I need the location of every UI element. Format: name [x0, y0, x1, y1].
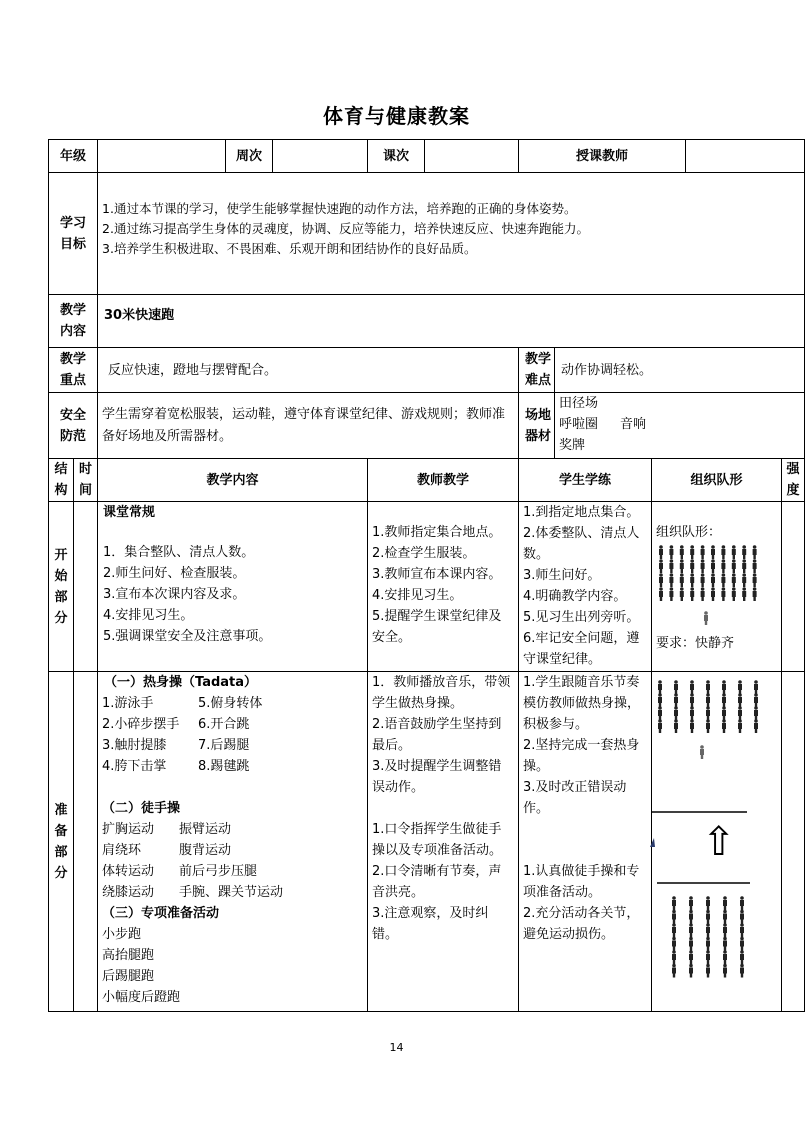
student-item: 3.及时改正错误动作。	[523, 780, 627, 816]
student-figure-icon	[672, 910, 676, 924]
student-item: 6.牢记安全问题，遵守课堂纪律。	[523, 631, 640, 667]
student-figure-icon	[753, 573, 757, 587]
student-figure-icon	[723, 910, 727, 924]
student-figure-icon	[672, 950, 676, 964]
venue-label: 场地器材	[519, 393, 555, 459]
student-figure-icon	[732, 587, 736, 601]
key-points-value: 反应快速，蹬地与摆臂配合。	[98, 348, 519, 393]
lesson-value	[425, 140, 519, 173]
student-figure-icon	[706, 706, 710, 720]
student-figure-icon	[742, 573, 746, 587]
warmup-row: 1.游泳手 5.俯身转体	[102, 696, 263, 711]
student-figure-icon	[706, 896, 710, 910]
student-figure-icon	[723, 923, 727, 937]
student-figure-icon	[690, 587, 694, 601]
student-figure-icon	[674, 706, 678, 720]
objective-item: 1.通过本节课的学习，使学生能够掌握快速跑的动作方法，培养跑的正确的身体姿势。	[102, 200, 577, 216]
student-figure-icon	[723, 937, 727, 951]
student-figure-icon	[742, 559, 746, 573]
student-figure-icon	[721, 545, 725, 559]
student-figure-icon	[680, 559, 684, 573]
student-figure-icon	[706, 680, 710, 694]
freehand-row: 扩胸运动 振臂运动	[102, 822, 232, 837]
venue-item: 田径场	[559, 396, 599, 411]
teacher-item: 5.提醒学生课堂纪律及安全。	[372, 609, 502, 645]
safety-label: 安全防范	[49, 393, 98, 459]
student-figure-icon	[672, 923, 676, 937]
student-figure-icon	[711, 573, 715, 587]
page-number: 14	[389, 1041, 404, 1054]
student-figure-icon	[690, 719, 694, 733]
student-figure-icon	[754, 706, 758, 720]
student-figure-icon	[740, 896, 744, 910]
student-figure-icon	[690, 545, 694, 559]
start-formation	[652, 502, 782, 672]
prep-student	[519, 672, 652, 1012]
student-figure-icon	[723, 964, 727, 978]
student-figure-icon	[672, 964, 676, 978]
col-content: 教学内容	[98, 459, 368, 502]
student-figure-icon	[680, 587, 684, 601]
student-item: 2.坚持完成一套热身操。	[523, 738, 640, 774]
student-figure-icon	[738, 680, 742, 694]
venue-value	[555, 393, 805, 459]
student-figure-icon	[706, 719, 710, 733]
prep-time	[74, 672, 98, 1012]
special-item: 小步跑	[102, 927, 142, 942]
student-figure-icon	[723, 896, 727, 910]
student-figure-icon	[701, 559, 705, 573]
student-figure-icon	[659, 573, 663, 587]
teacher-item: 2.口令清晰有节奏，声音洪亮。	[372, 864, 502, 900]
teacher-item: 3.注意观察，及时纠错。	[372, 906, 489, 942]
teacher-item: 3.及时提醒学生调整错误动作。	[372, 759, 502, 795]
start-formation-diagram	[656, 543, 776, 633]
student-figure-icon	[689, 923, 693, 937]
col-formation: 组织队形	[652, 459, 782, 502]
student-item: 4.明确教学内容。	[523, 589, 627, 604]
prep-formation	[652, 672, 782, 1012]
student-figure-icon	[732, 559, 736, 573]
student-item: 2.充分活动各关节，避免运动损伤。	[523, 906, 640, 942]
teacher-item: 2.语音鼓励学生坚持到最后。	[372, 717, 502, 753]
student-figure-icon	[753, 559, 757, 573]
content-value: 30米快速跑	[98, 295, 805, 348]
start-time	[74, 502, 98, 672]
student-figure-icon	[706, 923, 710, 937]
start-teacher	[368, 502, 519, 672]
col-intensity: 强度	[782, 459, 805, 502]
student-figure-icon	[658, 693, 662, 707]
formation-requirement: 要求：快静齐	[656, 636, 735, 651]
student-figure-icon	[689, 950, 693, 964]
teacher-figure-icon	[704, 611, 708, 625]
arrow-up-icon: ⇧	[702, 819, 736, 865]
student-item: 2.体委整队、清点人数。	[523, 526, 640, 562]
freehand-row: 体转运动 前后弓步压腿	[102, 864, 258, 879]
student-figure-icon	[723, 950, 727, 964]
grade-label: 年级	[49, 140, 98, 173]
routine-title: 课堂常规	[103, 505, 156, 520]
student-figure-icon	[669, 573, 673, 587]
week-label: 周次	[226, 140, 273, 173]
student-figure-icon	[674, 719, 678, 733]
student-figure-icon	[732, 545, 736, 559]
student-figure-icon	[674, 693, 678, 707]
venue-item: 奖牌	[559, 438, 586, 453]
teacher-value	[686, 140, 805, 173]
col-structure: 结构	[49, 459, 74, 502]
content-label: 教学内容	[49, 295, 98, 348]
student-figure-icon	[721, 559, 725, 573]
header-row	[49, 140, 805, 173]
objective-item: 3.培养学生积极进取、不畏困难、乐观开朗和团结协作的良好品质。	[102, 240, 477, 256]
student-figure-icon	[722, 706, 726, 720]
student-figure-icon	[659, 559, 663, 573]
student-figure-icon	[706, 693, 710, 707]
special-item: 小幅度后蹬跑	[102, 990, 181, 1005]
student-figure-icon	[701, 587, 705, 601]
teacher-item: 4.安排见习生。	[372, 588, 463, 603]
student-figure-icon	[711, 587, 715, 601]
warmup-row: 4.胯下击掌 8.踢毽跳	[102, 759, 250, 774]
student-figure-icon	[701, 573, 705, 587]
student-figure-icon	[689, 896, 693, 910]
start-section-row	[49, 502, 805, 672]
student-figure-icon	[711, 545, 715, 559]
start-student	[519, 502, 652, 672]
col-time: 时间	[74, 459, 98, 502]
student-figure-icon	[753, 587, 757, 601]
student-figure-icon	[722, 680, 726, 694]
lesson-label: 课次	[368, 140, 425, 173]
content-item: 4.安排见习生。	[103, 608, 194, 623]
freehand-row: 绕膝运动 手腕、踝关节运动	[102, 885, 284, 900]
objective-item: 2.通过练习提高学生身体的灵魂度，协调、反应等能力，培养快速反应、快速奔跑能力。	[102, 220, 589, 236]
student-figure-icon	[732, 573, 736, 587]
student-figure-icon	[754, 680, 758, 694]
key-points-row	[49, 348, 805, 393]
safety-value: 学生需穿着宽松服装，运动鞋，遵守体育课堂纪律、游戏规则；教师准备好场地及所需器材。	[98, 393, 519, 459]
student-figure-icon	[674, 680, 678, 694]
student-figure-icon	[742, 545, 746, 559]
grade-value	[98, 140, 226, 173]
student-figure-icon	[690, 559, 694, 573]
student-figure-icon	[738, 719, 742, 733]
objectives-content	[98, 173, 805, 295]
student-figure-icon	[740, 964, 744, 978]
student-figure-icon	[721, 587, 725, 601]
content-item: 3.宣布本次课内容及求。	[103, 587, 246, 602]
student-figure-icon	[706, 910, 710, 924]
student-figure-icon	[658, 706, 662, 720]
content-item: 1．集合整队、清点人数。	[103, 545, 255, 560]
student-figure-icon	[711, 559, 715, 573]
teacher-item: 1．教师播放音乐，带领学生做热身操。	[372, 675, 511, 711]
prep-content	[98, 672, 368, 1012]
freehand-title: （二）徒手操	[102, 801, 181, 816]
student-figure-icon	[689, 964, 693, 978]
student-figure-icon	[738, 706, 742, 720]
formation-label: 组织队形：	[656, 525, 722, 540]
student-figure-icon	[721, 573, 725, 587]
student-figure-icon	[672, 937, 676, 951]
teacher-item: 3.教师宣布本课内容。	[372, 567, 502, 582]
special-title: （三）专项准备活动	[102, 906, 220, 921]
warmup-row: 2.小碎步摆手 6.开合跳	[102, 717, 250, 732]
safety-row	[49, 393, 805, 459]
key-points-label: 教学重点	[49, 348, 98, 393]
student-figure-icon	[722, 719, 726, 733]
page-title: 体育与健康教案	[323, 104, 470, 128]
student-figure-icon	[690, 680, 694, 694]
student-figure-icon	[754, 693, 758, 707]
objectives-row	[49, 173, 805, 295]
warmup-title: （一）热身操（Tadata）	[104, 675, 258, 690]
student-figure-icon	[659, 587, 663, 601]
venue-item: 呼啦圈	[559, 417, 599, 432]
teacher-figure-icon	[700, 745, 704, 759]
col-teacher: 教师教学	[368, 459, 519, 502]
special-item: 后踢腿跑	[102, 969, 155, 984]
student-figure-icon	[740, 937, 744, 951]
student-figure-icon	[740, 910, 744, 924]
prep-section-row	[49, 672, 805, 1012]
student-figure-icon	[680, 545, 684, 559]
student-item: 1.认真做徒手操和专项准备活动。	[523, 864, 640, 900]
col-student: 学生学练	[519, 459, 652, 502]
student-figure-icon	[669, 545, 673, 559]
student-figure-icon	[672, 896, 676, 910]
start-intensity	[782, 502, 805, 672]
student-figure-icon	[669, 587, 673, 601]
student-figure-icon	[689, 910, 693, 924]
student-figure-icon	[658, 680, 662, 694]
lesson-plan-table	[48, 139, 805, 1012]
teacher-marker-icon	[650, 838, 655, 847]
student-item: 3.师生问好。	[523, 568, 601, 583]
student-figure-icon	[706, 950, 710, 964]
student-figure-icon	[753, 545, 757, 559]
venue-item: 音响	[620, 417, 647, 432]
student-figure-icon	[706, 964, 710, 978]
warmup-row: 3.触肘提膝 7.后踢腿	[102, 738, 250, 753]
week-value	[273, 140, 368, 173]
student-figure-icon	[658, 719, 662, 733]
content-item: 2.师生问好、检查服装。	[103, 566, 246, 581]
teacher-label: 授课教师	[519, 140, 686, 173]
content-item: 5.强调课堂安全及注意事项。	[103, 629, 272, 644]
student-item: 1.到指定地点集合。	[523, 505, 640, 520]
start-section-label: 开始部分	[49, 502, 74, 672]
student-item: 5.见习生出列旁听。	[523, 610, 640, 625]
start-content	[98, 502, 368, 672]
student-figure-icon	[738, 693, 742, 707]
student-figure-icon	[706, 937, 710, 951]
prep-formation-diagram	[652, 672, 782, 1010]
student-figure-icon	[742, 587, 746, 601]
student-figure-icon	[690, 693, 694, 707]
content-row	[49, 295, 805, 348]
teacher-item: 1.教师指定集合地点。	[372, 525, 502, 540]
student-figure-icon	[659, 545, 663, 559]
column-header-row	[49, 459, 805, 502]
student-figure-icon	[690, 573, 694, 587]
special-item: 高抬腿跑	[102, 948, 155, 963]
prep-section-label: 准备部分	[49, 672, 74, 1012]
student-figure-icon	[740, 950, 744, 964]
prep-intensity	[782, 672, 805, 1012]
student-figure-icon	[740, 923, 744, 937]
difficulty-value: 动作协调轻松。	[555, 348, 805, 393]
freehand-row: 肩绕环 腹背运动	[102, 843, 232, 858]
student-item: 1.学生跟随音乐节奏模仿教师做热身操，积极参与。	[523, 675, 641, 732]
student-figure-icon	[722, 693, 726, 707]
teacher-item: 2.检查学生服装。	[372, 546, 476, 561]
student-figure-icon	[690, 706, 694, 720]
difficulty-label: 教学难点	[519, 348, 555, 393]
teacher-item: 1.口令指挥学生做徒手操以及专项准备活动。	[372, 822, 503, 858]
prep-teacher	[368, 672, 519, 1012]
student-figure-icon	[669, 559, 673, 573]
student-figure-icon	[754, 719, 758, 733]
objectives-label: 学习目标	[49, 173, 98, 295]
student-figure-icon	[680, 573, 684, 587]
student-figure-icon	[701, 545, 705, 559]
student-figure-icon	[689, 937, 693, 951]
